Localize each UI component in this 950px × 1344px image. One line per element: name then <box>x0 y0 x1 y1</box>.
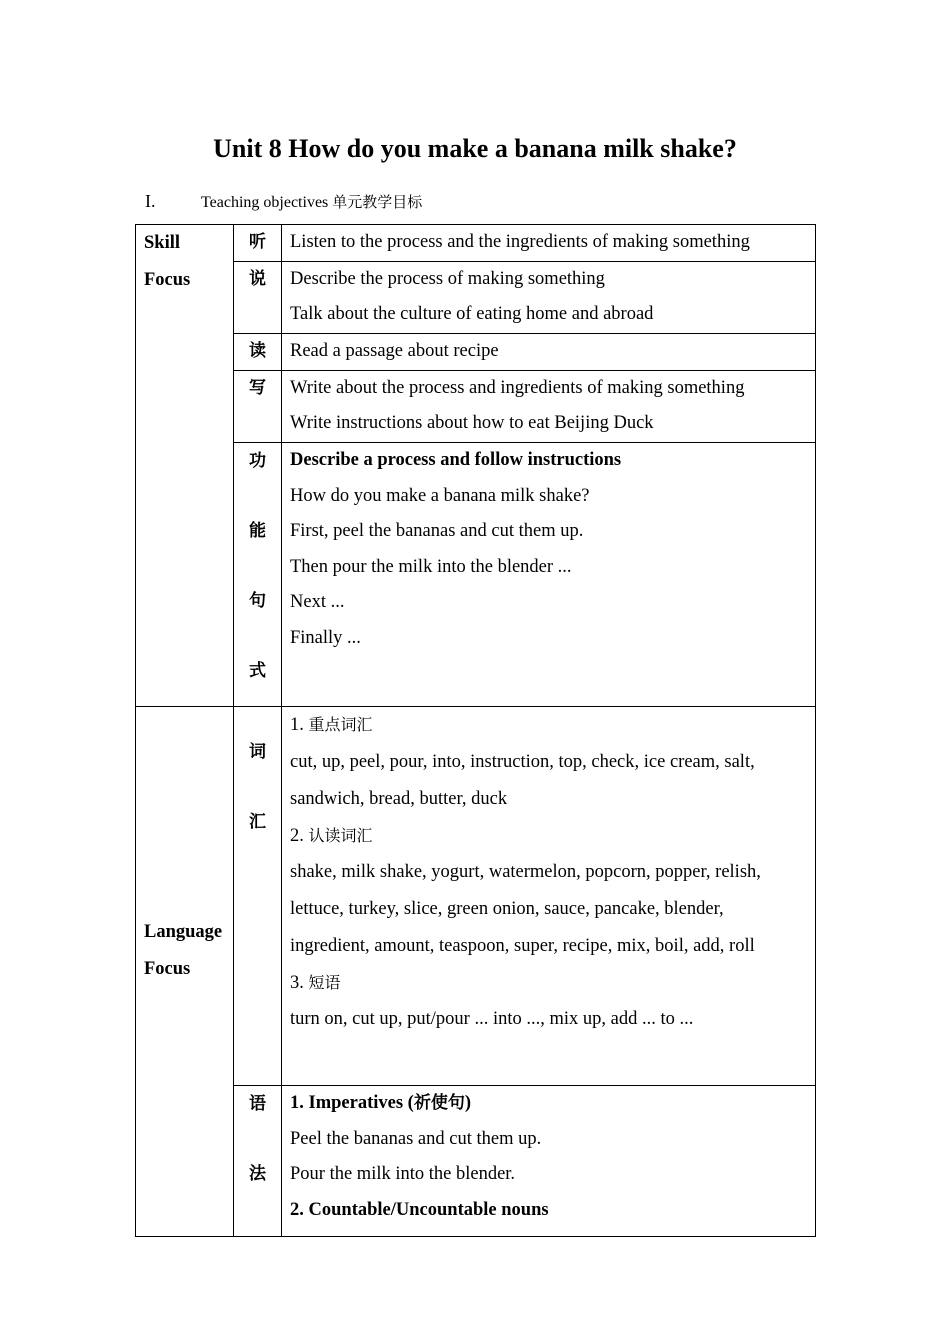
reading-char-cell: 读 <box>234 333 282 370</box>
phrases-heading: 3. 短语 <box>290 973 341 994</box>
functions-char-cell: 功 能 句 式 <box>234 442 282 706</box>
row-reading <box>136 333 816 370</box>
objectives-table <box>135 224 816 1237</box>
vocabulary-char-cell: 词 汇 <box>234 706 282 1085</box>
row-speaking <box>136 261 816 333</box>
page-title: Unit 8 How do you make a banana milk shake? <box>213 134 737 163</box>
writing-content: Write about the process and ingredients of making something Write instructions about how to eat Beijing Duck <box>282 370 816 442</box>
grammar-content: 1. Imperatives (祈使句) Peel the bananas and cut them up. Pour the milk into the blender. 2. Countable/Uncountable nouns <box>282 1085 816 1236</box>
writing-char-cell: 写 <box>234 370 282 442</box>
recog-words-heading: 2. 认读词汇 <box>290 825 373 846</box>
functions-content: Describe a process and follow instructions How do you make a banana milk shake? First, peel the bananas and cut them up. Then pour the milk into the blender ... Next ... Finally ... <box>282 442 816 706</box>
imperatives-heading: 1. Imperatives (祈使句) <box>290 1092 471 1113</box>
skill-focus-label: Skill Focus <box>144 233 191 290</box>
speaking-content: Describe the process of making something Talk about the culture of eating home and abroad <box>282 261 816 333</box>
functions-heading: Describe a process and follow instructions <box>290 449 622 470</box>
section-label-zh: 单元教学目标 <box>332 193 423 211</box>
row-listening <box>136 225 816 262</box>
section-heading <box>145 190 422 214</box>
row-vocabulary <box>136 706 816 1085</box>
nouns-heading: 2. Countable/Uncountable nouns <box>290 1199 549 1220</box>
grammar-char-cell: 语 法 <box>234 1085 282 1236</box>
reading-content: Read a passage about recipe <box>282 333 816 370</box>
vocabulary-content: 1. 重点词汇 cut, up, peel, pour, into, instruction, top, check, ice cream, salt, sandwich, bread, butter, duck 2. 认读词汇 shake, milk shake, yogurt, watermelon, popcorn, popper, relish, lettuce, turkey, slice, green onion, sauce, pancake, blender, ingredient, amount, teaspoon, super, recipe, mix, boil, add, roll 3. 短语 turn on, cut up, put/pour ... into ..., mix up, add ... to ... <box>282 706 816 1085</box>
row-grammar <box>136 1085 816 1236</box>
skill-focus-label-cell <box>136 225 234 707</box>
section-number: I. <box>145 191 156 211</box>
row-functions <box>136 442 816 706</box>
language-focus-label: Language Focus <box>144 922 223 980</box>
key-words-heading: 1. 重点词汇 <box>290 714 373 735</box>
listening-content: Listen to the process and the ingredients of making something <box>282 225 816 262</box>
listening-char-cell: 听 <box>234 225 282 262</box>
language-focus-label-cell <box>136 706 234 1236</box>
speaking-char-cell: 说 <box>234 261 282 333</box>
section-label: Teaching objectives <box>201 194 329 211</box>
